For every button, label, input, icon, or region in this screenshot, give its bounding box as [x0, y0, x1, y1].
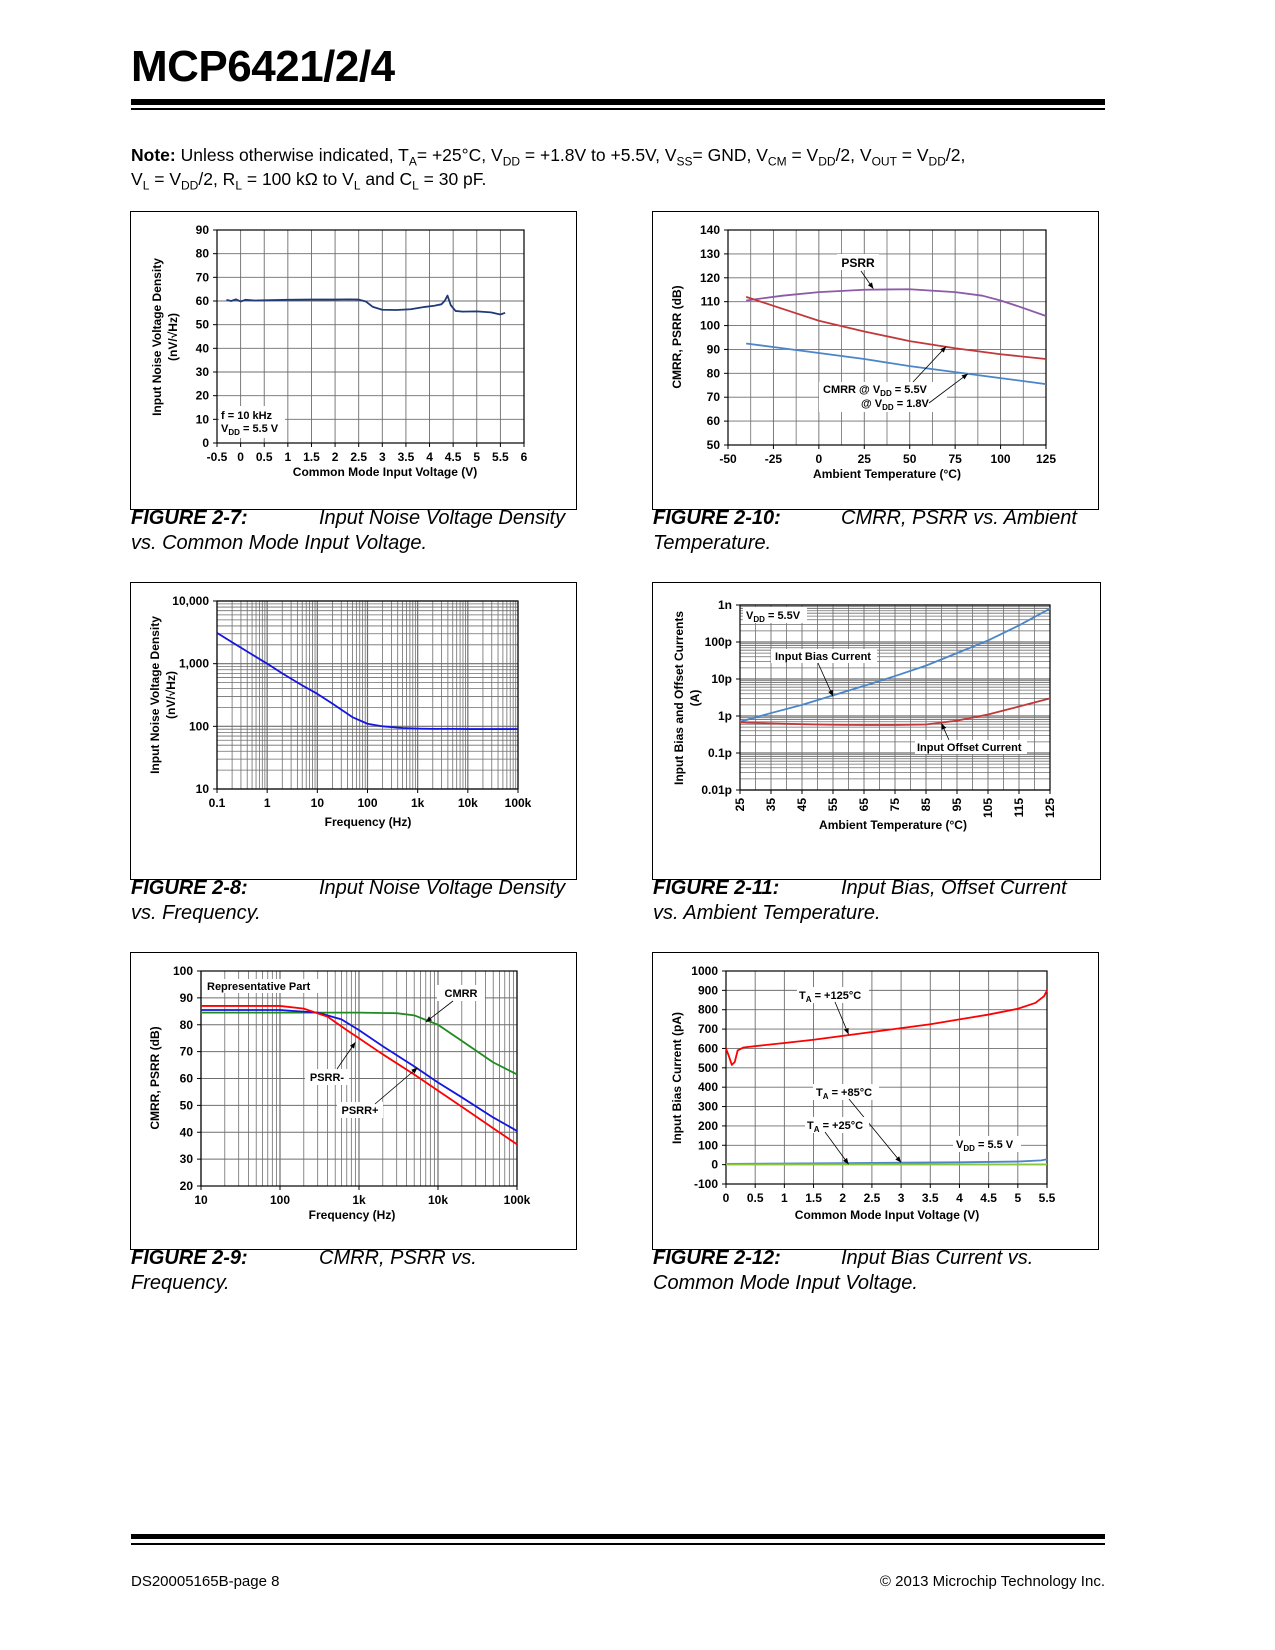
x-tick-label: 3.5	[921, 1191, 939, 1205]
y-axis-label: CMRR, PSRR (dB)	[148, 1026, 162, 1130]
x-tick-label: 1k	[352, 1193, 366, 1207]
x-tick-label: 10k	[427, 1193, 449, 1207]
x-tick-label: 4.5	[444, 450, 462, 464]
x-axis-label: Frequency (Hz)	[308, 1208, 396, 1222]
x-tick-label: 25	[733, 798, 747, 812]
y-tick-label: 10,000	[172, 594, 209, 608]
cmrr-label: CMRR	[444, 988, 478, 1000]
cmrr-1v8-label: @ $V_{DD} = 1.8V$	[861, 398, 929, 412]
x-tick-label: 100k	[504, 796, 532, 810]
figure-2-9-chart	[130, 952, 577, 1250]
y-tick-label: 1n	[717, 598, 732, 612]
header-rule-thick	[131, 99, 1105, 105]
caption-figure-2-11: FIGURE 2-11: Input Bias, Offset Current vs. Ambient Temperature.	[653, 877, 1067, 924]
x-tick-label: 6	[520, 450, 528, 464]
y-tick-label: 400	[697, 1080, 718, 1095]
footer-copyright: © 2013 Microchip Technology Inc.	[879, 1573, 1105, 1590]
y-axis-label: Input Noise Voltage Density	[148, 616, 162, 774]
x-tick-label: 4	[426, 450, 433, 464]
x-tick-label: 35	[764, 798, 778, 812]
x-tick-label: 3	[897, 1191, 905, 1205]
y-tick-label: 10	[195, 412, 209, 427]
y-tick-label: 500	[697, 1060, 718, 1075]
x-axis-label: Ambient Temperature (°C)	[819, 818, 967, 832]
fig-2-11-svg	[653, 583, 1100, 879]
x-tick-label: -25	[764, 452, 783, 466]
y-tick-label: 20	[195, 388, 209, 403]
x-tick-label: 125	[1035, 452, 1057, 466]
y-tick-label: 30	[195, 365, 209, 379]
y-tick-label: 90	[179, 990, 193, 1005]
x-tick-label: 5	[473, 450, 481, 464]
figure-2-12-chart	[652, 952, 1099, 1250]
x-tick-label: 95	[950, 798, 964, 812]
x-tick-label: 0.5	[746, 1191, 764, 1205]
footer-rule-thick	[131, 1534, 1105, 1539]
x-tick-label: 2.5	[863, 1191, 881, 1205]
y-axis-label: Input Bias and Offset Currents	[672, 610, 686, 786]
fig-2-8-svg	[131, 583, 576, 879]
y-tick-label: 80	[195, 246, 209, 261]
y-tick-label: 800	[697, 1002, 718, 1017]
x-tick-label: 45	[795, 798, 809, 812]
y-axis-label: CMRR, PSRR (dB)	[670, 285, 684, 389]
cmrr-5v5-label: CMRR @ $V_{DD} = 5.5V$	[823, 384, 927, 398]
x-tick-label: -50	[719, 452, 737, 466]
x-axis-label: Common Mode Input Voltage (V)	[292, 465, 478, 479]
x-tick-label: 5.5	[492, 450, 509, 464]
caption-figure-2-8: FIGURE 2-8: Input Noise Voltage Density vs. Frequency.	[131, 877, 566, 924]
x-tick-label: 1	[781, 1191, 788, 1205]
x-tick-label: 105	[981, 798, 995, 819]
x-tick-label: 1.5	[303, 450, 320, 464]
caption-figure-2-9: FIGURE 2-9: CMRR, PSRR vs. Frequency.	[131, 1247, 477, 1294]
annotation-vdd: $V_{DD} = 5.5$ V	[221, 423, 279, 437]
note-label: Note:	[131, 145, 176, 165]
x-tick-label: 0	[237, 450, 244, 464]
y-tick-label: 1,000	[178, 656, 209, 671]
x-tick-label: 0.1	[208, 796, 226, 810]
offset-current-label: Input Offset Current	[917, 742, 1022, 754]
figure-2-11-chart	[652, 582, 1101, 880]
x-tick-label: 5	[1014, 1191, 1022, 1205]
y-tick-label: 10p	[711, 672, 732, 686]
fig-2-7-svg	[131, 212, 576, 509]
y-tick-label: 700	[697, 1022, 718, 1037]
y-tick-label: 90	[706, 342, 720, 357]
x-tick-label: -0.5	[206, 450, 228, 464]
y-tick-label: 100	[697, 1138, 718, 1153]
y-tick-label: 60	[706, 414, 720, 429]
y-tick-label: 40	[179, 1125, 193, 1140]
x-tick-label: 55	[826, 798, 840, 812]
y-tick-label: 0	[711, 1157, 718, 1172]
footer-document-id: DS20005165B-page 8	[131, 1573, 280, 1590]
y-tick-label: 1p	[717, 709, 732, 723]
y-tick-label: 10	[195, 782, 209, 796]
y-tick-label: 300	[697, 1099, 718, 1114]
x-axis-label: Common Mode Input Voltage (V)	[794, 1208, 980, 1222]
figure-2-8-chart	[130, 582, 577, 880]
fig-2-9-svg	[131, 953, 576, 1249]
x-tick-label: 1.5	[805, 1191, 822, 1205]
bias-current-label: Input Bias Current	[775, 651, 871, 663]
fig-2-10-svg	[653, 212, 1098, 509]
x-tick-label: 4	[956, 1191, 963, 1205]
x-tick-label: 10	[310, 796, 325, 810]
note-line-2: $V_L = V_{DD}/2$, $R_L = 100$ kΩ to $V_L$ and $C_L = 30$ pF.	[131, 169, 487, 193]
x-tick-label: 75	[948, 452, 962, 466]
y-tick-label: 70	[706, 390, 720, 405]
y-axis-label: Input Bias Current (pA)	[670, 1012, 684, 1144]
y-axis-label: Input Noise Voltage Density	[150, 258, 164, 416]
y-tick-label: 100p	[704, 635, 732, 649]
y-tick-label: 0	[202, 436, 209, 450]
x-tick-label: 0.5	[255, 450, 273, 464]
t85-label: $T_A = +85^\circ C$	[816, 1087, 873, 1101]
x-tick-label: 125	[1043, 798, 1057, 819]
vdd-label: $V_{DD} = 5.5$ V	[956, 1139, 1014, 1153]
y-tick-label: 200	[697, 1118, 718, 1133]
annotation-frequency: f = 10 kHz	[221, 410, 273, 422]
x-axis-label: Frequency (Hz)	[324, 815, 412, 829]
x-tick-label: 0	[815, 452, 823, 466]
x-tick-label: 100	[269, 1193, 291, 1207]
caption-figure-2-10: FIGURE 2-10: CMRR, PSRR vs. Ambient Temperature.	[653, 507, 1077, 554]
y-tick-label: 120	[699, 270, 720, 285]
y-tick-label: 70	[179, 1044, 193, 1059]
y-tick-label: 1000	[691, 964, 718, 978]
x-tick-label: 115	[1012, 798, 1026, 818]
figure-2-10-chart	[652, 211, 1099, 510]
y-tick-label: 100	[188, 719, 209, 734]
figure-2-7-chart	[130, 211, 577, 510]
x-tick-label: 1k	[410, 796, 425, 810]
psrr-minus-label: PSRR-	[309, 1072, 345, 1084]
caption-figure-2-7: FIGURE 2-7: Input Noise Voltage Density vs. Common Mode Input Voltage.	[131, 507, 566, 554]
y-tick-label: 30	[179, 1152, 193, 1167]
y-axis-label-units: (nV/√Hz)	[164, 671, 178, 719]
fig-2-12-svg	[653, 953, 1098, 1249]
t25-label: $T_A = +25^\circ C$	[807, 1120, 864, 1134]
y-tick-label: 80	[179, 1017, 193, 1032]
x-tick-label: 100	[990, 452, 1011, 466]
plot-area	[726, 971, 1047, 1184]
x-tick-label: 85	[919, 798, 933, 812]
y-tick-label: 900	[697, 983, 718, 998]
caption-figure-2-12: FIGURE 2-12: Input Bias Current vs. Common Mode Input Voltage.	[653, 1247, 1034, 1294]
y-tick-label: 130	[699, 246, 720, 261]
x-tick-label: 1	[284, 450, 292, 464]
x-tick-label: 50	[903, 452, 917, 466]
x-tick-label: 2.5	[350, 450, 368, 464]
x-tick-label: 1	[263, 796, 271, 810]
y-tick-label: 80	[706, 366, 720, 381]
header-rule-thin	[131, 108, 1105, 110]
x-tick-label: 25	[857, 452, 871, 466]
psrr-label: PSRR	[841, 256, 875, 270]
y-axis-label-units: (A)	[688, 689, 702, 707]
y-tick-label: 140	[699, 223, 720, 237]
vdd-label: $V_{DD} = 5.5V$	[746, 610, 801, 624]
y-tick-label: 40	[195, 341, 209, 356]
page-title: MCP6421/2/4	[131, 42, 395, 91]
y-tick-label: 20	[179, 1179, 193, 1193]
x-tick-label: 4.5	[980, 1191, 997, 1205]
x-tick-label: 3	[378, 450, 386, 464]
y-tick-label: 50	[706, 438, 720, 452]
y-tick-label: 0.01p	[701, 783, 732, 797]
x-tick-label: 0	[722, 1191, 730, 1205]
x-tick-label: 2	[331, 450, 339, 464]
y-tick-label: 90	[195, 223, 209, 237]
x-tick-label: 10k	[457, 796, 478, 810]
y-tick-label: 50	[195, 317, 209, 332]
y-tick-label: 60	[195, 294, 209, 308]
psrr-plus-label: PSRR+	[341, 1105, 379, 1117]
y-tick-label: 60	[179, 1071, 193, 1086]
x-tick-label: 65	[857, 798, 871, 812]
y-tick-label: 600	[697, 1041, 718, 1056]
y-tick-label: 70	[195, 270, 209, 285]
x-tick-label: 10	[194, 1193, 208, 1207]
note-paragraph	[131, 143, 1105, 191]
t125-label: $T_A = +125^\circ C$	[799, 990, 862, 1004]
y-tick-label: 100	[699, 318, 720, 333]
y-tick-label: 50	[179, 1098, 193, 1113]
y-tick-label: -100	[693, 1177, 718, 1191]
y-tick-label: 0.1p	[707, 746, 732, 760]
x-tick-label: 3.5	[397, 450, 415, 464]
y-tick-label: 100	[172, 964, 193, 978]
x-tick-label: 75	[888, 798, 902, 812]
x-tick-label: 100	[357, 796, 378, 810]
y-axis-label-units: (nV/√Hz)	[166, 313, 180, 361]
note-line-1: Note: Unless otherwise indicated, $T_A= +25^\circ C$, $V_{DD} = +1.8V$ to +5.5V, $V_{SS}=$ GND, $V_{CM} = V_{DD}/2$, $V_{OUT} = V_{DD}/2$,	[131, 145, 966, 169]
representative-part-label: Representative Part	[207, 981, 311, 993]
footer-rule-thin	[131, 1543, 1105, 1545]
x-tick-label: 100k	[503, 1193, 531, 1207]
y-tick-label: 110	[700, 294, 720, 309]
x-axis-label: Ambient Temperature (°C)	[813, 467, 961, 481]
x-tick-label: 2	[839, 1191, 847, 1205]
x-tick-label: 5.5	[1038, 1191, 1056, 1205]
